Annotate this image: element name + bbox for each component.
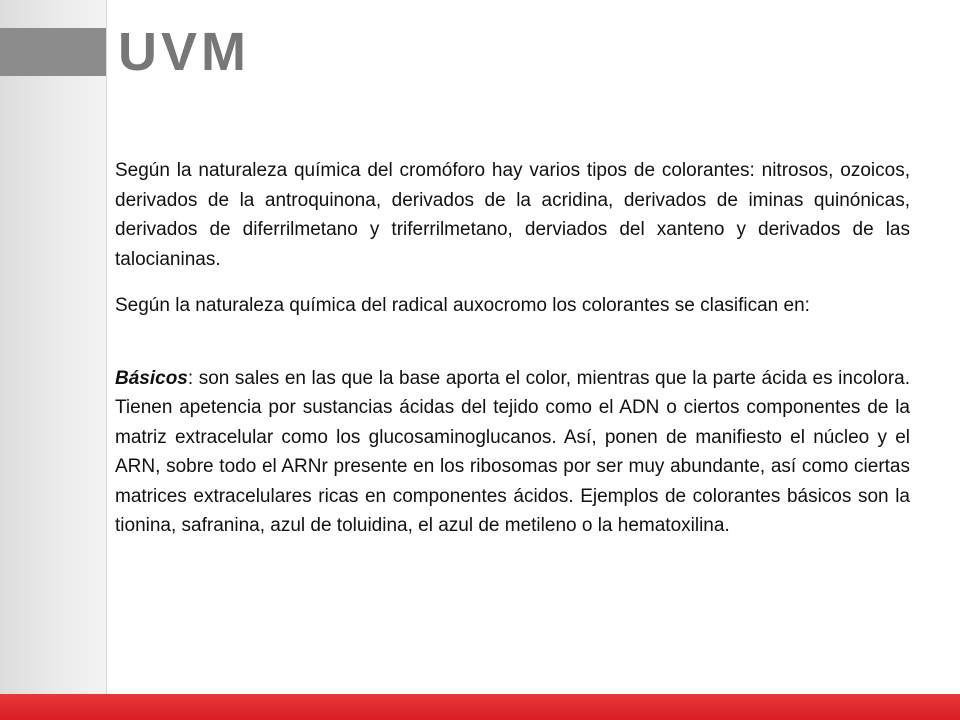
logo-band <box>0 28 106 76</box>
paragraph-auxocromo: Según la naturaleza química del radical auxocromo los colorantes se clasifican en: <box>115 295 810 316</box>
uvm-logo <box>118 22 278 78</box>
paragraph-cromoforo: Según la naturaleza química del cromóforo hay varios tipos de colorantes: nitrosos, ozoicos, derivados de la antroquinona, derivados de la acridina, derivados de iminas quinónicas, derivados de diferrilmetano y triferrilmetano, derviados del xanteno y derivados de las talocianinas. <box>115 160 910 270</box>
paragraph-basicos <box>115 364 910 541</box>
bottom-accent-bar <box>0 694 960 720</box>
term-basicos: Básicos <box>115 367 188 389</box>
slide-body <box>115 156 910 541</box>
side-panel <box>0 0 107 694</box>
paragraph-basicos-text: : son sales en las que la base aporta el color, mientras que la parte ácida es incolora. Tienen apetencia por sustancias ácidas del tejido como el ADN o ciertos componentes de la matriz extracelular como los glucosaminoglucanos. Así, ponen de manifiesto el núcleo y el ARN, sobre todo el ARNr presente en los ribosomas por ser muy abundante, así como ciertas matrices extracelulares ricas en componentes ácidos. Ejemplos de colorantes básicos son la tionina, safranina, azul de toluidina, el azul de metileno o la hematoxilina. <box>115 367 910 536</box>
logo-text: UVM <box>118 22 250 78</box>
